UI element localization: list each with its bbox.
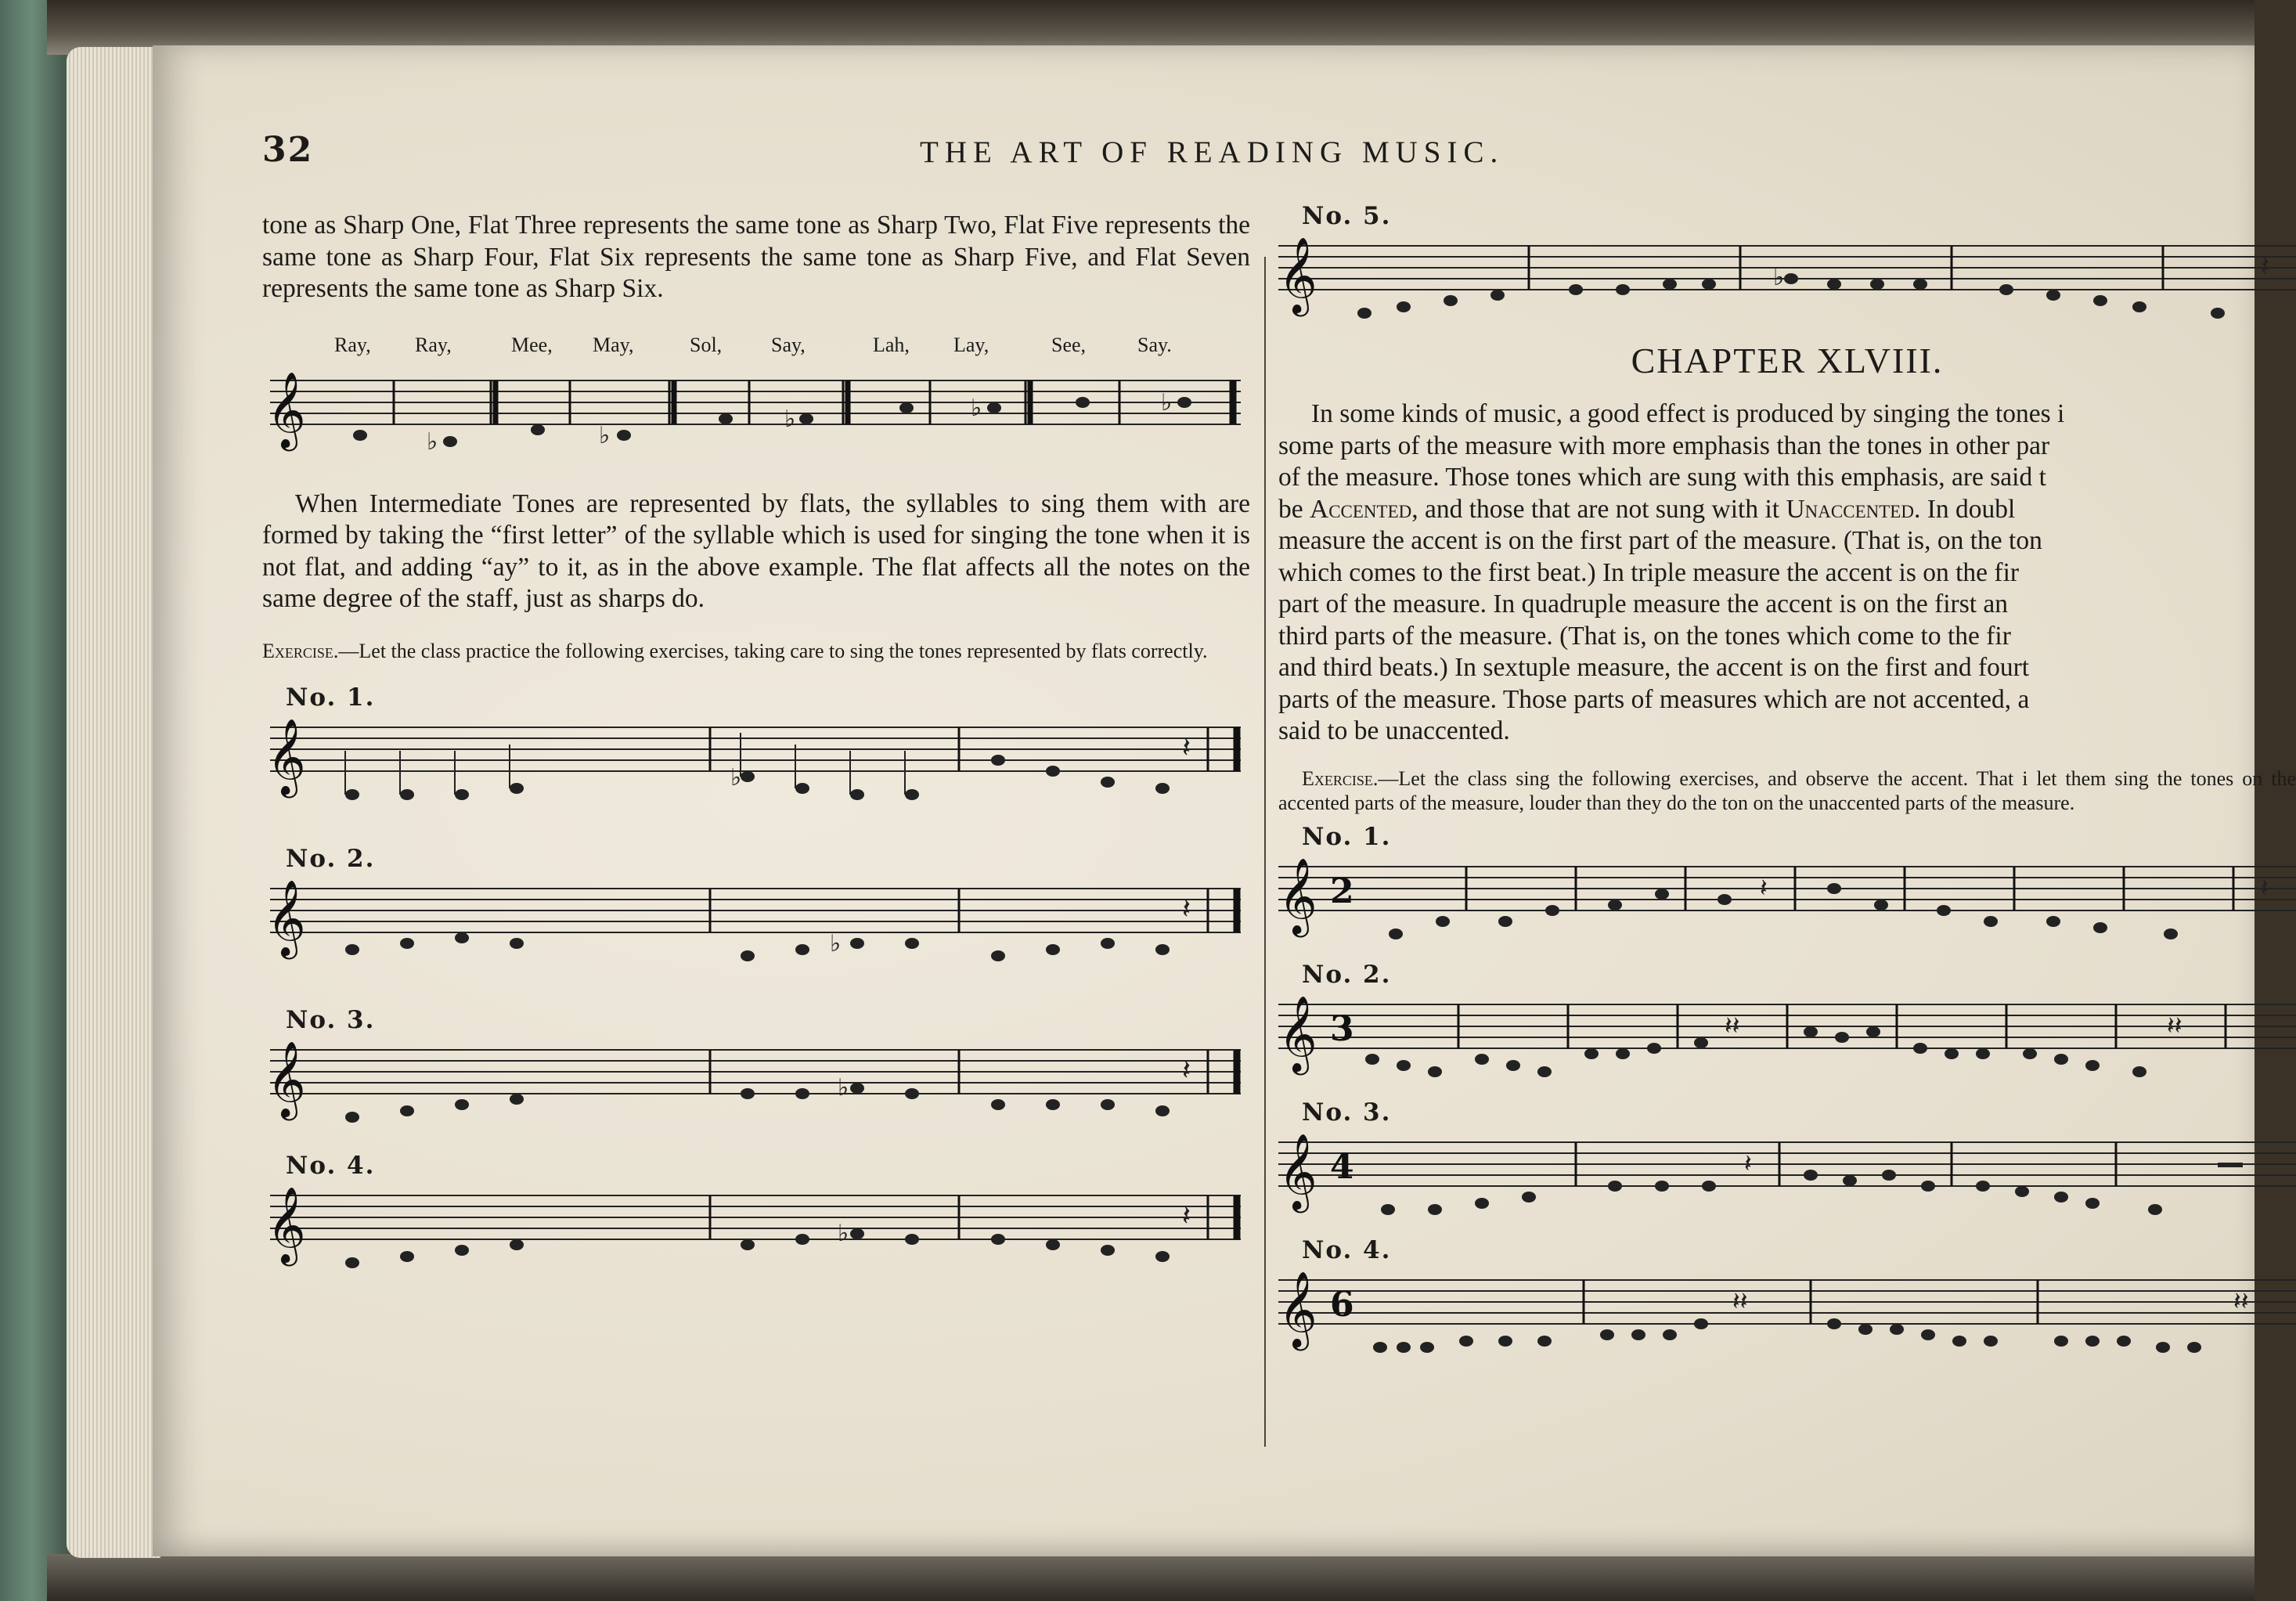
music-staff (262, 1180, 1250, 1297)
time-signature: 6 (1330, 1284, 1354, 1325)
example-block (262, 1006, 1250, 1152)
flat-sign-icon: ♭ (838, 1073, 849, 1102)
example-label: No. 4. (1302, 1235, 1392, 1264)
syllable-label: Ray, (334, 333, 371, 356)
syllable-staff (262, 365, 1250, 459)
text-line: In some kinds of music, a good effect is produced by singing the tones i (1311, 399, 2065, 428)
exercise-instruction (262, 639, 1250, 663)
example-block (262, 1152, 1250, 1297)
treble-clef-icon: 𝄞 (267, 1040, 306, 1117)
text-line: of the measure. Those tones which are sung with this emphasis, are said t (1278, 463, 2046, 492)
quarter-rest-icon: 𝄽 (1760, 872, 1768, 903)
treble-clef-icon: 𝄞 (267, 878, 306, 956)
music-staff (262, 712, 1250, 845)
exercise-text: —Let the class practice the following exercises, taking care to sing the tones represented by flats correctly. (338, 639, 1208, 662)
syllable-label: Say, (771, 333, 806, 356)
accent-paragraph (1278, 398, 2296, 748)
syllable-row (262, 334, 1250, 365)
quarter-rest-icon: 𝄽𝄽 (1732, 1285, 1748, 1316)
chapter-heading: CHAPTER XLVIII. (1631, 341, 1944, 380)
flat-sign-icon: ♭ (730, 763, 742, 791)
example-label: No. 3. (286, 1005, 376, 1034)
quarter-rest-icon: 𝄽 (1182, 892, 1191, 925)
exercise-lead: Exercise. (262, 639, 339, 662)
intro-paragraph: tone as Sharp One, Flat Three represents the same tone as Sharp Two, Flat Five represents the same tone as Sharp Four, Flat Six represents the same tone as Sharp Five, and Flat Seven represents the same tone as Sharp Six. (262, 211, 1250, 303)
time-signature: 3 (1330, 1008, 1354, 1049)
quarter-rest-icon: 𝄽 (2261, 872, 2269, 903)
exercise-lead: Exercise. (1302, 766, 1379, 790)
text-line: parts of the measure. Those parts of measures which are not accented, a (1278, 684, 2030, 714)
half-rest-icon (2218, 1163, 2243, 1167)
flats-paragraph: When Intermediate Tones are represented by flats, the syllables to sing them with are formed by taking the “first letter” of the syllable which is used for singing the tone when it is not flat, and adding “ay” to it, as in the above example. The flat affects all the notes on the same degree of the staff, just as sharps do. (262, 489, 1250, 613)
example-block (1278, 823, 2296, 961)
running-head (153, 130, 2255, 177)
time-signature: 4 (1330, 1146, 1354, 1187)
text-segment: be (1278, 494, 1310, 524)
example-block (262, 845, 1250, 1006)
music-staff (1278, 989, 2296, 1098)
text-line: which comes to the first beat.) In triple measure the accent is on the fir (1278, 557, 2020, 587)
right-column (1278, 202, 2296, 1374)
example-label: No. 4. (286, 1151, 376, 1180)
flat-sign-icon: ♭ (830, 929, 842, 957)
svg-text:♭: ♭ (784, 405, 796, 433)
syllable-label: Lah, (873, 333, 910, 356)
exercise-text: —Let the class sing the following exercises, and observe the accent. That i let them sing the tones on the accented parts of the measure, louder than they do the ton on the unaccented parts of the measure. (1278, 766, 2296, 814)
text-line: part of the measure. In quadruple measure the accent is on the first an (1278, 590, 2009, 618)
page-number: 32 (262, 130, 314, 170)
quarter-rest-icon: 𝄽 (1182, 731, 1191, 764)
text-segment: , and those that are not sung with it (1411, 494, 1786, 524)
quarter-rest-icon: 𝄽 (1182, 1054, 1191, 1087)
svg-text:♭: ♭ (1161, 388, 1173, 416)
syllable-label: Sol, (690, 333, 723, 356)
left-column (262, 210, 1250, 1297)
syllable-label: See, (1051, 333, 1087, 356)
text-line: third parts of the measure. (That is, on the tones which come to the fir (1278, 621, 2011, 651)
svg-text:♭: ♭ (427, 427, 438, 456)
quarter-rest-icon: 𝄽𝄽 (2233, 1285, 2249, 1316)
flat-sign-icon: ♭ (1773, 264, 1785, 291)
quarter-rest-icon: 𝄽𝄽 (2167, 1010, 2182, 1040)
example-block (262, 683, 1250, 845)
treble-clef-icon: 𝄞 (1278, 856, 1317, 934)
text-line: measure the accent is on the first part of the measure. (That is, on the ton (1278, 526, 2042, 555)
syllable-label: Mee, (511, 333, 553, 356)
example-label: No. 2. (1302, 960, 1392, 989)
text-segment: . In doubl (1913, 494, 2016, 524)
text-line (1278, 494, 2296, 526)
term-accented: Accented (1310, 494, 1412, 524)
syllable-label: May, (593, 333, 634, 356)
treble-clef-icon: 𝄞 (1278, 1132, 1317, 1210)
example-label: No. 2. (286, 844, 376, 873)
time-signature: 2 (1330, 871, 1354, 911)
example-block (1278, 961, 2296, 1098)
example-block (1278, 1098, 2296, 1236)
term-unaccented: Unaccented (1786, 494, 1914, 524)
svg-text:𝄞: 𝄞 (267, 370, 306, 448)
quarter-rest-icon: 𝄽 (1182, 1199, 1191, 1232)
music-staff (1278, 1264, 2296, 1374)
syllable-label: Say. (1137, 333, 1172, 356)
exercise-instruction (1278, 766, 2296, 815)
quarter-rest-icon: 𝄽 (2261, 251, 2270, 283)
example-label: No. 1. (286, 683, 376, 712)
treble-clef-icon (267, 371, 306, 451)
text-line: said to be unaccented. (1278, 716, 1510, 745)
quarter-rest-icon: 𝄽𝄽 (1725, 1010, 1740, 1040)
treble-clef-icon: 𝄞 (1278, 994, 1317, 1072)
music-staff (262, 1034, 1250, 1152)
text-line: some parts of the measure with more emphasis than the tones in other par (1278, 431, 2050, 460)
example-label: No. 3. (1302, 1098, 1392, 1127)
treble-clef-icon: 𝄞 (1278, 236, 1317, 313)
treble-clef-icon: 𝄞 (1278, 1270, 1317, 1347)
treble-clef-icon: 𝄞 (267, 1185, 306, 1263)
text-line: and third beats.) In sextuple measure, the accent is on the first and fourt (1278, 653, 2030, 682)
example-label: No. 1. (1302, 822, 1392, 851)
page-edges (67, 47, 160, 1558)
book-page (153, 45, 2296, 1556)
column-divider (1264, 257, 1266, 1447)
flat-sign-icon (427, 389, 1172, 456)
music-staff (1278, 851, 2296, 961)
syllable-label: Lay, (953, 333, 989, 356)
svg-text:♭: ♭ (599, 421, 611, 449)
example-label: No. 5. (1302, 202, 1392, 230)
flat-sign-icon: ♭ (838, 1219, 849, 1247)
treble-clef-icon: 𝄞 (267, 717, 306, 795)
music-staff (1278, 1127, 2296, 1236)
cover-bottom-edge (47, 1554, 2255, 1601)
book-title: THE ART OF READING MUSIC. (920, 135, 1505, 169)
example-block (1278, 1236, 2296, 1374)
svg-text:♭: ♭ (971, 394, 982, 422)
syllable-label: Ray, (415, 333, 452, 356)
music-staff (262, 873, 1250, 1006)
quarter-rest-icon: 𝄽 (1744, 1148, 1752, 1178)
music-staff (1278, 230, 2296, 332)
